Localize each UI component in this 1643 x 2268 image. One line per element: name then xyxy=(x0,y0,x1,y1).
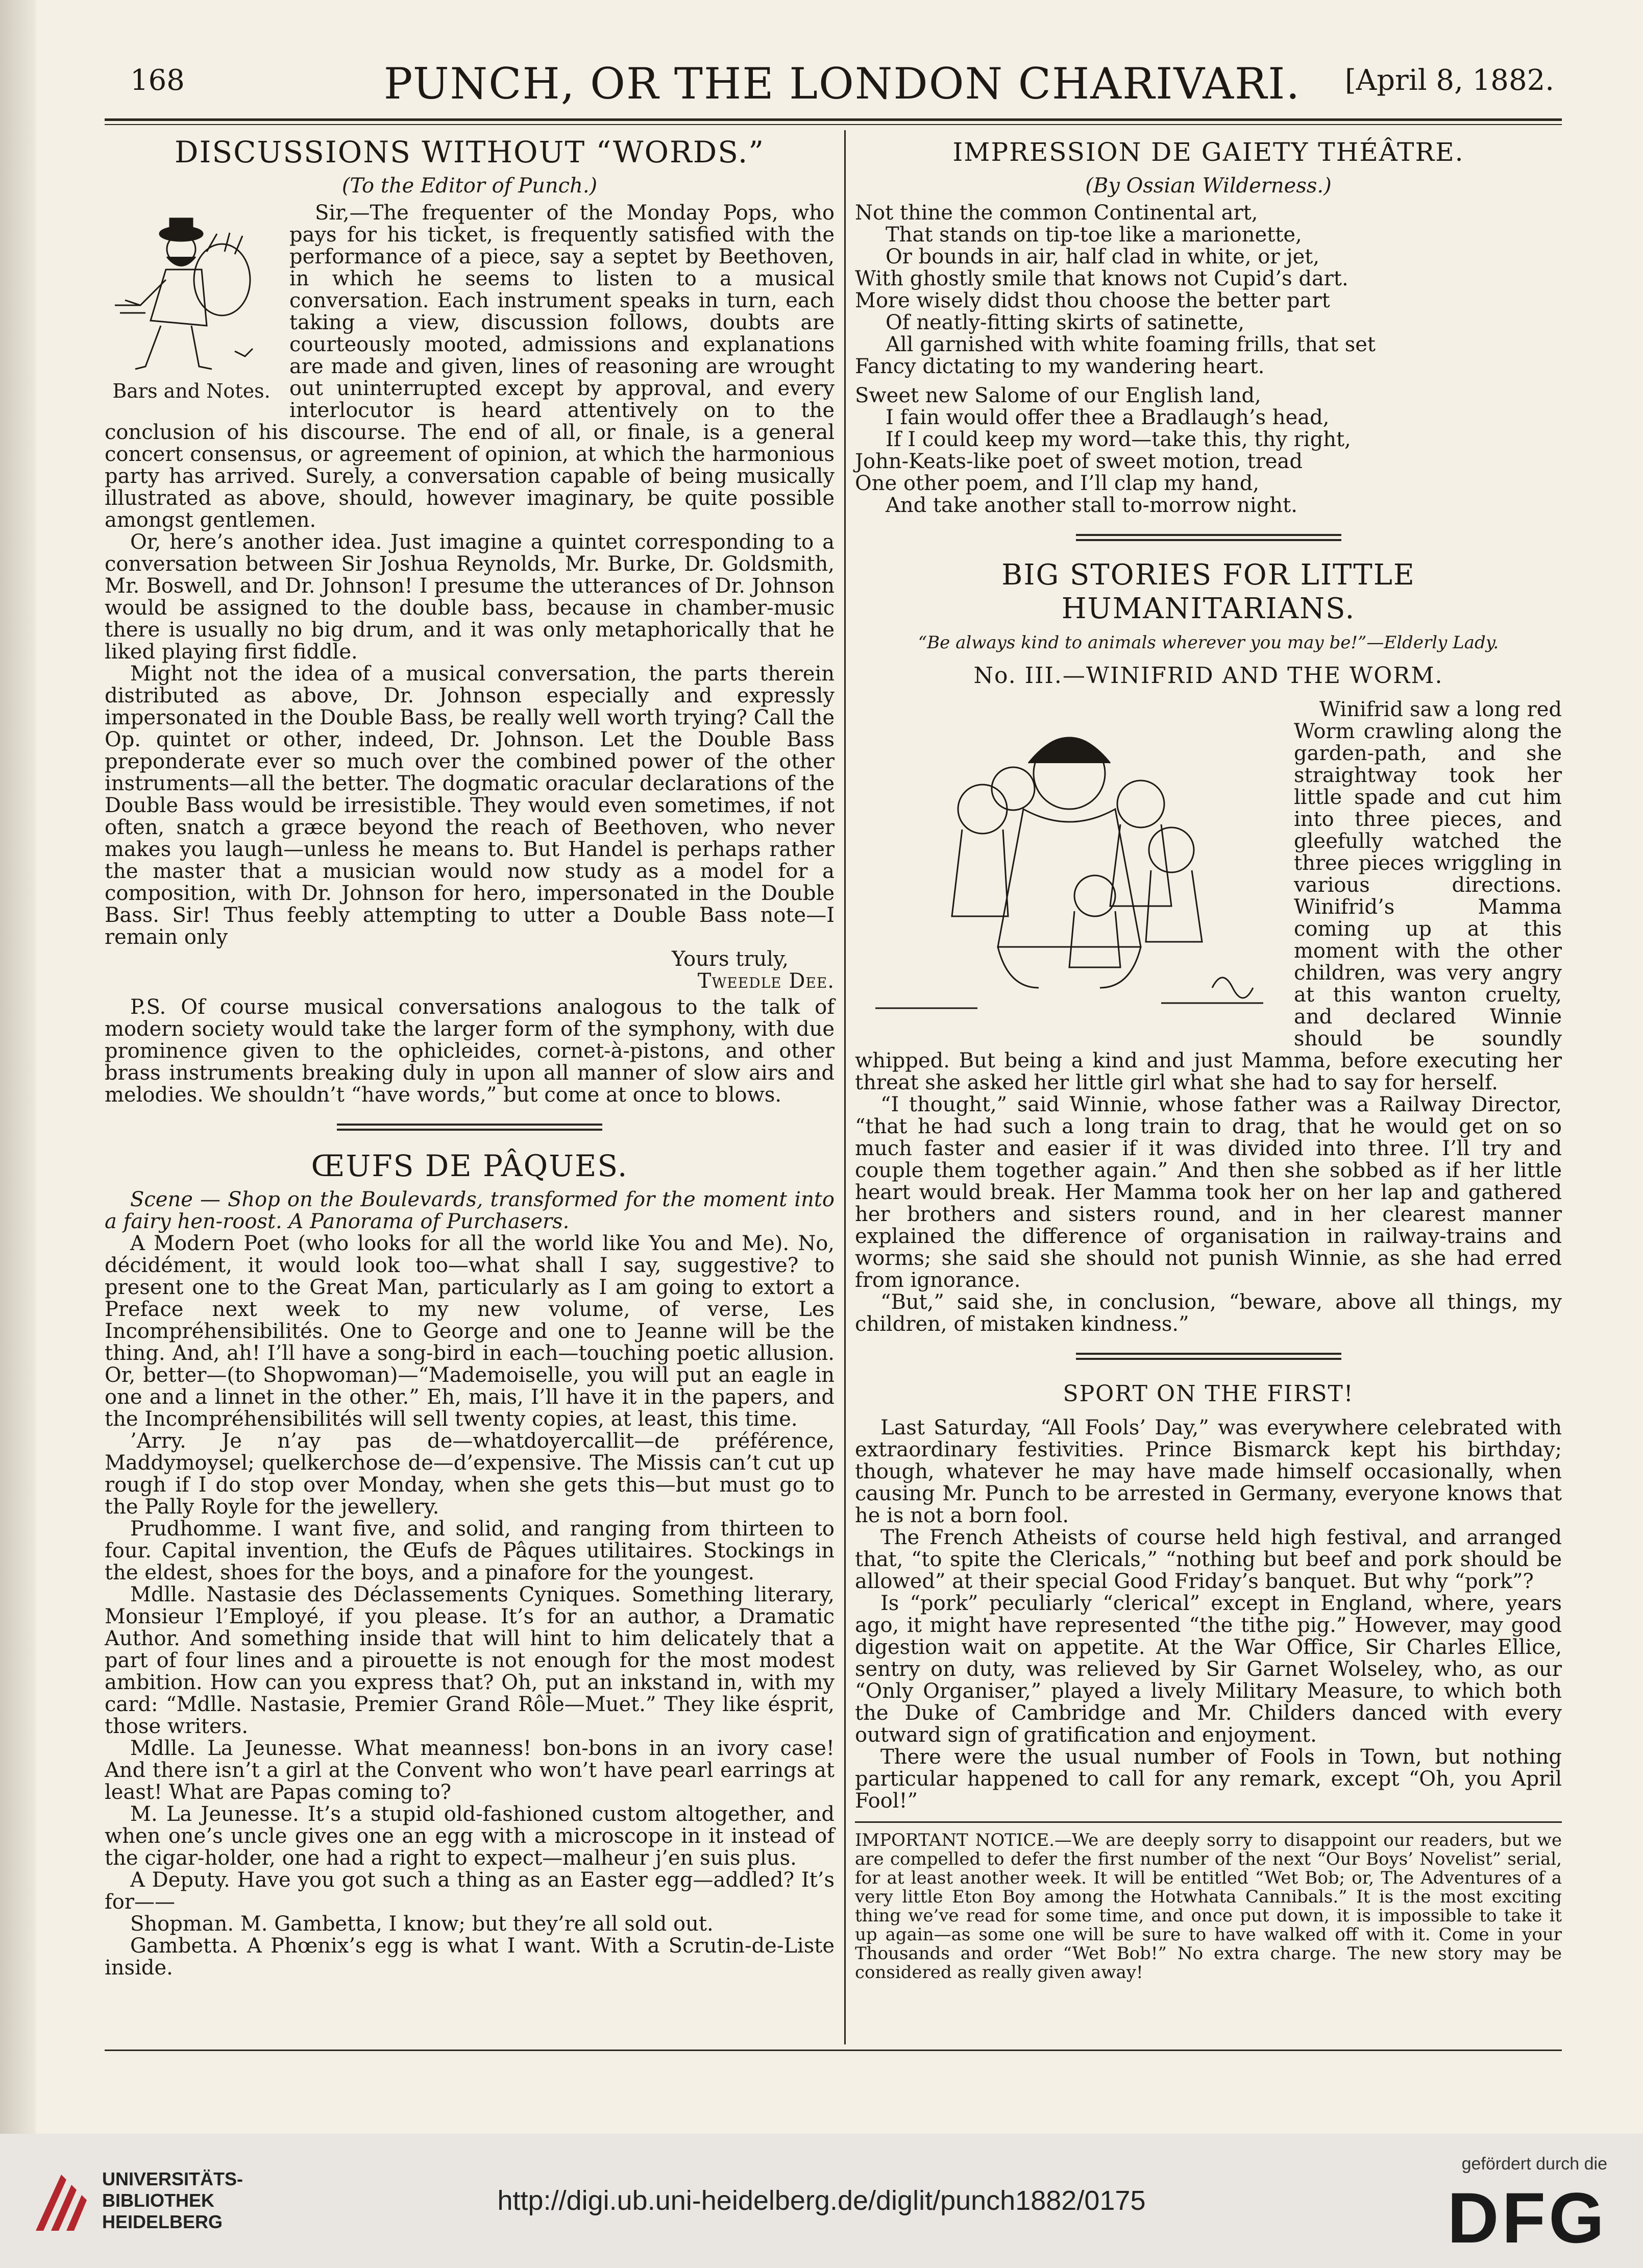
paragraph: Mdlle. Nastasie des Déclassements Cyniques. Something literary, Monsieur l’Employé, if you please. It’s for an author, a Dramatic Author. And something inside that will hint to him delicately that a part of four lines and a pirouette is not enough for the most modest ambition. How can you express that? Oh, put an inkstand in, with my card: “Mdlle. Nastasie, Premier Grand Rôle—Muet.” They like ésprit, those writers. xyxy=(105,1583,835,1738)
postscript: P.S. Of course musical conversations analogous to the talk of modern society would take the larger form of the symphony, with due prominence given to the ophicleides, cornet-à-pistons, and other brass instruments breaking duly in upon all manner of slow airs and melodies. We shouldn’t “have words,” but come at once to blows. xyxy=(105,995,835,1107)
page-number: 168 xyxy=(130,64,185,97)
paragraph: “But,” said she, in conclusion, “beware, above all things, my children, of mistaken kindness.” xyxy=(855,1290,1562,1336)
issue-date: [April 8, 1882. xyxy=(1344,64,1554,97)
poem-line: That stands on tip-toe like a marionette, xyxy=(886,223,1302,247)
paragraph: M. La Jeunesse. It’s a stupid old-fashioned custom altogether, and when one’s uncle gives one an egg with a microscope in it instead of the cigar-holder, one had a right to expect—malheur j’en suis plus. xyxy=(105,1802,835,1870)
poem-line: Fancy dictating to my wandering heart. xyxy=(855,355,1265,378)
bottom-rule xyxy=(105,2050,1562,2051)
article-subtitle: (To the Editor of Punch.) xyxy=(341,174,598,198)
section-divider xyxy=(1076,531,1341,544)
column-divider xyxy=(844,130,846,2044)
article-title: BIG STORIES FOR LITTLE HUMANITARIANS. xyxy=(1001,558,1415,625)
paragraph: Might not the idea of a musical conversation, the parts therein distributed as above, Dr. Johnson especially and expressly impersonated in the Double Bass, be really well worth trying? Call the Op. quintet or other, indeed, Dr. Johnson. Let the Double Bass preponderate ever so much over the combined power of the other instruments—all the better. The dogmatic oracular declarations of the Double Bass would be irresistible. They would even sometimes, if not often, snatch a græce beyond the reach of Beethoven, who never makes you laugh—unless he means to. But Handel is perhaps rather the master that a musician would now study as a model for a composition, with Dr. Johnson for hero, impersonated in the Double Bass. Sir! Thus feebly attempting to utter a Double Bass note—I remain only xyxy=(105,662,835,949)
poem-line: John-Keats-like poet of sweet motion, tread xyxy=(855,450,1303,473)
chapter-title: No. III.—WINIFRID AND THE WORM. xyxy=(973,663,1443,689)
closing: Yours truly, xyxy=(672,947,789,971)
institution-line: BIBLIOTHEK xyxy=(102,2190,214,2211)
family-illustration-icon xyxy=(855,702,1284,1039)
article-title: ŒUFS DE PÂQUES. xyxy=(311,1149,628,1183)
paragraph: Gambetta. A Phœnix’s egg is what I want. With a Scrutin-de-Liste inside. xyxy=(105,1934,835,1980)
poem-line: Not thine the common Continental art, xyxy=(855,201,1258,225)
illustration-mamma-and-children xyxy=(855,702,1284,1039)
poem-line: If I could keep my word—take this, thy right, xyxy=(886,428,1351,451)
paragraph: “I thought,” said Winnie, whose father was a Railway Director, “that he had such a long train to drag, that he would get on so much faster and easier if it was divided into three. I’ll try and couple them together again.” And then she sobbed as if her little heart would break. Her Mamma took her on her lap and gathered her brothers and sisters round, and in her clearest manner explained the difference of organisation in railway-trains and worms; she said she should not punish Winnie, as she had erred from ignorance. xyxy=(855,1093,1562,1292)
article-oeufs xyxy=(105,1149,835,1979)
paragraph: Shopman. M. Gambetta, I know; but they’re all sold out. xyxy=(130,1912,714,1936)
article-title: IMPRESSION DE GAIETY THÉÂTRE. xyxy=(952,137,1464,167)
poem-line: One other poem, and I’ll clap my hand, xyxy=(855,472,1260,495)
illustration-bars-and-notes xyxy=(105,203,278,402)
illustration-caption: Bars and Notes. xyxy=(112,380,271,402)
signature: Tweedle Dee. xyxy=(697,969,835,993)
poem-line: I fain would offer thee a Bradlaugh’s head, xyxy=(886,406,1330,429)
notice-rule xyxy=(855,1821,1562,1823)
poem-line: More wisely didst thou choose the better part xyxy=(855,289,1330,312)
article-impression xyxy=(855,135,1562,517)
article-sport xyxy=(855,1377,1562,1812)
funded-by-label: gefördert durch die xyxy=(1461,2154,1607,2174)
header-rule-top xyxy=(105,118,1562,121)
article-discussions xyxy=(105,135,835,1106)
section-divider xyxy=(1076,1350,1341,1363)
paragraph: Last Saturday, “All Fools’ Day,” was everywhere celebrated with extraordinary festivities. Prince Bismarck kept his birthday; though, whatever he may have made himself occasionally, when causing Mr. Punch to be arrested in Germany, everyone knows that he is not a born fool. xyxy=(855,1416,1562,1527)
poem-line: Of neatly-fitting skirts of satinette, xyxy=(886,311,1245,334)
epigraph: “Be always kind to animals wherever you may be!”—Elderly Lady. xyxy=(918,632,1499,653)
important-notice xyxy=(855,1831,1562,1982)
article-title: DISCUSSIONS WITHOUT “WORDS.” xyxy=(175,135,765,169)
header-rule-bottom xyxy=(105,124,1562,125)
right-column xyxy=(855,135,1562,1982)
poem-line: Sweet new Salome of our English land, xyxy=(855,384,1261,407)
article-subtitle: (By Ossian Wilderness.) xyxy=(1085,174,1332,198)
poem xyxy=(855,202,1562,517)
page-edge xyxy=(0,0,36,2134)
paragraph: The French Atheists of course held high festival, and arranged that, “to spite the Clericals,” “nothing but beef and pork should be allowed” at their special Good Friday’s banquet. But why “pork”? xyxy=(855,1526,1562,1593)
paragraph: Prudhomme. I want five, and solid, and ranging from thirteen to four. Capital invention, the Œufs de Pâques utilitaires. Stockings in the eldest, shoes for the boys, and a pinafore for the youngest. xyxy=(105,1517,835,1584)
poem-line: And take another stall to-morrow night. xyxy=(886,494,1297,517)
left-column xyxy=(105,135,835,1979)
paragraph: A Modern Poet (who looks for all the world like You and Me). No, décidément, it would look too—what shall I say, suggestive? to present one to the Great Man, particularly as I am going to extort a Preface next week to my new volume, of verse, Les Incompréhensibilités. One to George and one to Jeanne will be the thing. And, ah! I’ll have a song-bird in each—touching poetic allusion. Or, better—(to Shopwoman)—“Mademoiselle, you will put an eagle in one and a linnet in the other.” Eh, mais, I’ll have it in the papers, and the Incompréhensibilités will sell twenty copies, at least, this time. xyxy=(105,1232,835,1431)
paragraph: Sir,—The frequenter of the Monday Pops, who pays for his ticket, is frequently satisfied with the performance of a piece, say a septet by Beethoven, in which he seems to listen to a musical conversation. Each instrument speaks in turn, each taking a view, discussion follows, doubts are courteously mooted, admissions and explanations are made and given, lines of reasoning are wrought out uninterrupted except by approval, and every interlocutor is heard attentively on to the conclusion of his discourse. The end of all, or finale, is a general concert consensus, or agreement of opinion, at which the harmonious party has arrived. Surely, a conversation capable of being musically illustrated as above, should, however imaginary, be quite possible amongst gentlemen. xyxy=(105,201,835,532)
paragraph: Winifrid saw a long red Worm crawling along the garden-path, and she straightway took her little spade and cut him into three pieces, and gleefully watched the three pieces wriggling in various directions. Winifrid’s Mamma coming up at this moment with the other children, was very angry at this wanton cruelty, and declared Winnie should be soundly whipped. But being a kind and just Mamma, before executing her threat she asked her little girl what she had to say for herself. xyxy=(855,698,1562,1094)
section-divider xyxy=(337,1120,602,1134)
notice-text: IMPORTANT NOTICE.—We are deeply sorry to disappoint our readers, but we are compelled to defer the first number of the next “Our Boys’ Novelist” serial, for at least another week. It will be entitled “Wet Bob; or, The Adventures of a very little Eton Boy among the Hotwhata Cannibals.” It is the most exciting thing we’ve read for some time, and once put down, it is impossible to take it up again—as some one will be sure to have walked off with it. Come in your Thousands and order “Wet Bob!” No extra charge. The new story may be considered as really given away! xyxy=(855,1830,1562,1983)
article-big-stories xyxy=(855,558,1562,1335)
paragraph: Or, here’s another idea. Just imagine a quintet corresponding to a conversation between Sir Joshua Reynolds, Mr. Burke, Dr. Goldsmith, Mr. Boswell, and Dr. Johnson! I presume the utterances of Dr. Johnson would be assigned to the double bass, because in chamber-music there is usually no big drum, and it was only metaphorically that he liked playing first fiddle. xyxy=(105,530,835,664)
poem-line: All garnished with white foaming frills, that set xyxy=(886,333,1376,356)
page-title: PUNCH, OR THE LONDON CHARIVARI. xyxy=(383,59,1301,109)
paragraph: A Deputy. Have you got such a thing as an Easter egg—addled? It’s for—— xyxy=(105,1868,835,1914)
article-title: SPORT ON THE FIRST! xyxy=(1063,1381,1354,1407)
institution-line: UNIVERSITÄTS- xyxy=(102,2168,243,2189)
page-header xyxy=(130,54,1554,115)
dfg-logo: DFG xyxy=(1447,2178,1607,2258)
paragraph: There were the usual number of Fools in Town, but nothing particular happened to call for any remark, except “Oh, you April Fool!” xyxy=(855,1745,1562,1813)
paragraph: Mdlle. La Jeunesse. What meanness! bon-bons in an ivory case! And there isn’t a girl at the Convent who won’t have pearl earrings at least! What are Papas coming to? xyxy=(105,1737,835,1804)
source-url-link[interactable]: http://digi.ub.uni-heidelberg.de/diglit/punch1882/0175 xyxy=(497,2185,1146,2216)
scene-direction: Scene — Shop on the Boulevards, transformed for the moment into a fairy hen-roost. A Panorama of Purchasers. xyxy=(105,1188,835,1233)
poem-line: With ghostly smile that knows not Cupid’s dart. xyxy=(855,267,1348,290)
musician-illustration-icon xyxy=(105,203,278,377)
paragraph: Is “pork” peculiarly “clerical” except in England, where, years ago, it might have represented “the tithe pig.” However, may good digestion wait on appetite. At the War Office, Sir Charles Ellice, sentry on duty, was relieved by Sir Garnet Wolseley, who, as our “Only Organiser,” played a lively Military Measure, to which both the Duke of Cambridge and Mr. Childers danced with every outward sign of gratification and enjoyment. xyxy=(855,1592,1562,1747)
institution-line: HEIDELBERG xyxy=(102,2211,223,2232)
poem-line: Or bounds in air, half clad in white, or jet, xyxy=(886,245,1320,269)
paragraph: ’Arry. Je n’ay pas de—whatdoyercallit—de préférence, Maddymoysel; quelkerchose de—d’expensive. The Missis can’t cut up rough if I do stop over Monday, when she gets this—but must go to the Pally Royle for the jewellery. xyxy=(105,1429,835,1519)
digitization-footer xyxy=(0,2134,1643,2268)
